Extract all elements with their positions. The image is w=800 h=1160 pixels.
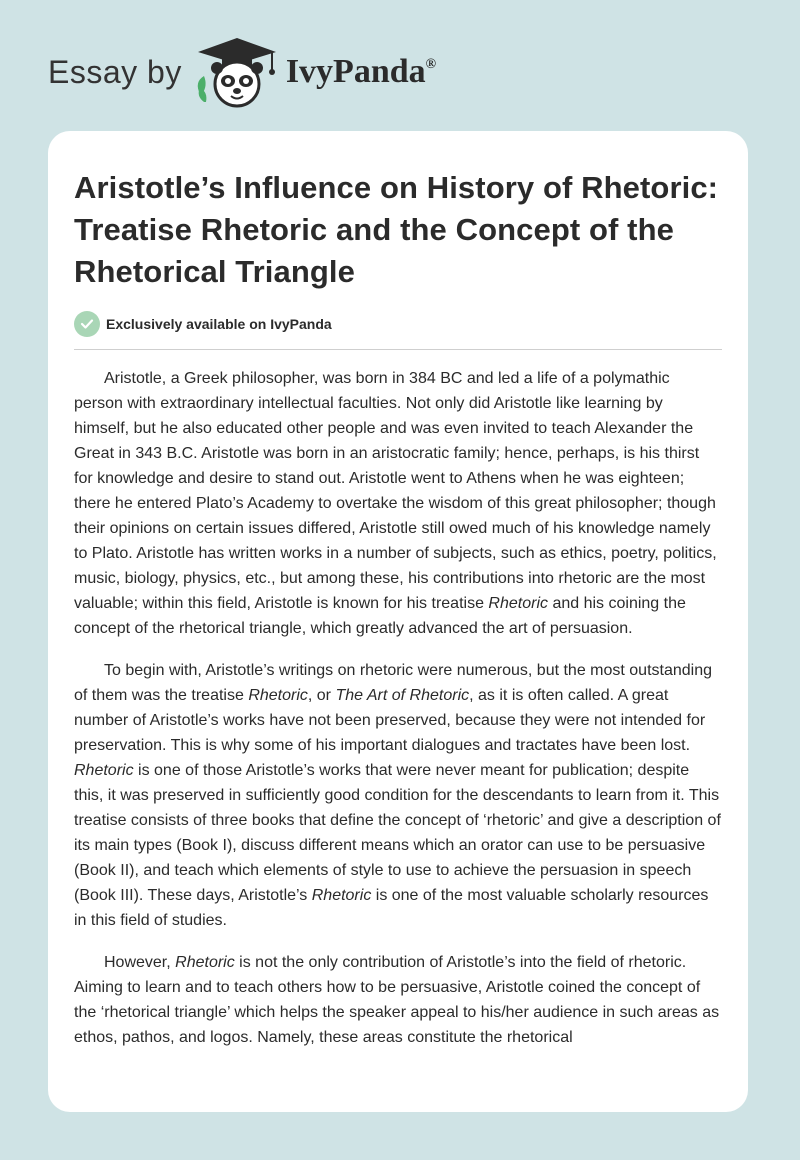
article-body <box>74 366 722 1050</box>
brand-name: IvyPanda® <box>285 53 437 90</box>
essay-by-label: Essay by <box>48 53 182 90</box>
check-icon <box>74 311 100 337</box>
panda-graduate-icon <box>192 32 282 112</box>
badge-label: Exclusively available on IvyPanda <box>106 316 332 332</box>
body-paragraph <box>74 658 722 933</box>
paragraph-text: However, <box>104 954 176 971</box>
paragraph-text: is one of the most valuable scholarly resources in this field of studies. <box>74 887 709 929</box>
article-title: Aristotle’s Influence on History of Rhetoric: Treatise Rhetoric and the Concept of the Rhetorical Triangle <box>74 170 719 289</box>
italic-title-text: Rhetoric <box>488 595 548 612</box>
body-paragraph <box>74 366 722 641</box>
exclusive-badge <box>74 311 748 337</box>
italic-title-text: Rhetoric <box>74 762 134 779</box>
paragraph-text: , as it is often called. A great number of Aristotle’s works have not been preserved, because they were not intended for preservation. This is why some of his important dialogues and tractates have been lost. <box>74 687 706 754</box>
paragraph-text: is one of those Aristotle’s works that were never meant for publication; despite this, it was preserved in sufficiently good condition for the descendants to learn from it. This treatise consists of three books that define the concept of ‘rhetoric’ and give a description of its main types (Book I), discuss different means which an orator can use to be persuasive (Book II), and teach which elements of style to use to achieve the persuasion in speech (Book III). These days, Aristotle’s <box>74 762 721 904</box>
divider <box>74 349 722 350</box>
italic-title-text: Rhetoric <box>311 887 372 904</box>
italic-title-text: Rhetoric <box>248 687 308 704</box>
paragraph-text: Aristotle, a Greek philosopher, was born in 384 BC and led a life of a polymathic person with extraordinary intellectual faculties. Not only did Aristotle like learning by himself, but he also educated other people and was even invited to teach Alexander the Great in 343 B.C. Aristotle was born in an aristocratic family; hence, perhaps, is his thirst for knowledge and desire to stand out. Aristotle went to Athens when he was eighteen; there he entered Plato’s Academy to overtake the wisdom of this great philosopher; though their opinions on certain issues differed, Aristotle still owed much of his knowledge namely to Plato. Aristotle has written works in a number of subjects, such as ethics, poetry, politics, music, biology, physics, etc., but among these, his contributions into rhetoric are the most valuable; within this field, Aristotle is known for his treatise <box>74 370 717 612</box>
paragraph-text: is not the only contribution of Aristotle’s into the field of rhetoric. Aiming to learn and to teach others how to be persuasive, Aristotle coined the concept of the ‘rhetorical triangle’ which helps the speaker appeal to his/her audience in such areas as ethos, pathos, and logos. Namely, these areas constitute the rhetorical <box>74 954 720 1046</box>
article-card <box>48 131 748 1112</box>
paragraph-text: and his coining the concept of the rhetorical triangle, which greatly advanced the art of persuasion. <box>74 595 686 637</box>
italic-title-text: The Art of Rhetoric <box>335 687 470 704</box>
registered-mark: ® <box>425 57 437 72</box>
body-paragraph <box>74 950 722 1050</box>
italic-title-text: Rhetoric <box>175 954 235 971</box>
paragraph-text: , or <box>307 687 336 704</box>
site-header <box>48 32 548 112</box>
paragraph-text: To begin with, Aristotle’s writings on rhetoric were numerous, but the most outstanding of them was the treatise <box>74 662 713 704</box>
